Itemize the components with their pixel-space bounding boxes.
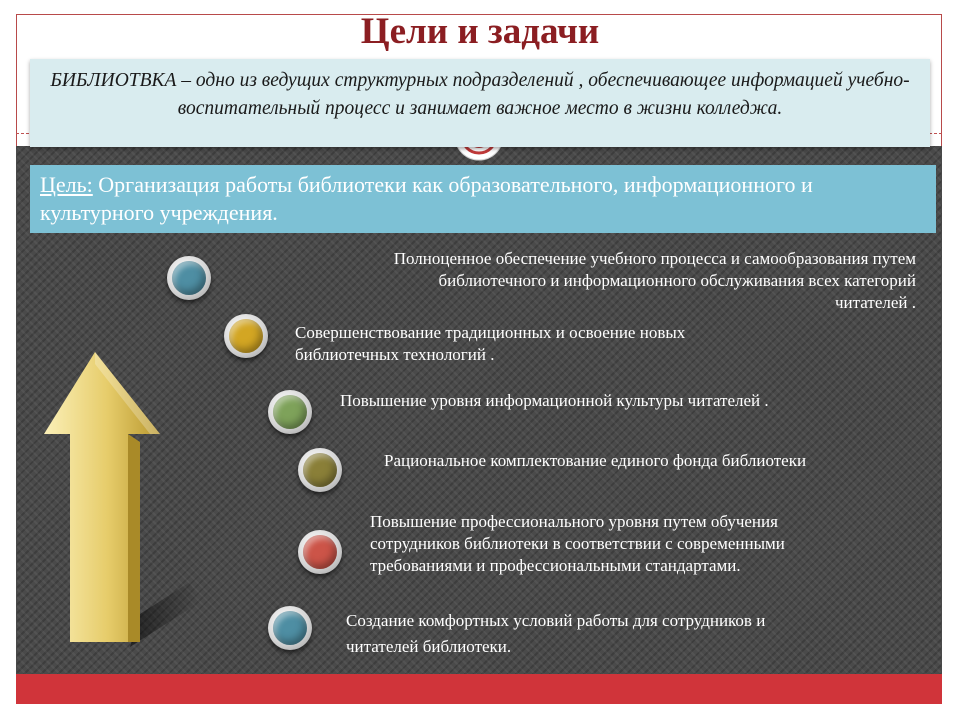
- goal-label: Цель:: [40, 172, 93, 197]
- up-arrow-icon: [30, 352, 200, 652]
- slide-title: Цели и задачи: [360, 11, 600, 52]
- bottom-bar: [16, 674, 942, 704]
- sphere-bullet-icon: [268, 390, 312, 434]
- task-item: Повышение профессионального уровня путем обучения сотрудников библиотеки в соответствии с современными требованиями и профессиональными стандартами.: [370, 512, 785, 575]
- sphere-bullet-icon: [167, 256, 211, 300]
- sphere-bullet-icon: [298, 448, 342, 492]
- goal-text: Организация работы библиотеки как образовательного, информационного и культурного учреждения.: [40, 172, 813, 225]
- task-item: Повышение уровня информационной культуры читателей .: [340, 391, 769, 410]
- task-item: Полноценное обеспечение учебного процесса и самообразования путем библиотечного и информационного обслуживания всех категорий читателей .: [393, 249, 916, 312]
- task-item: Рациональное комплектование единого фонда библиотеки: [384, 451, 807, 470]
- task-item: Совершенствование традиционных и освоение новых библиотечных технологий .: [295, 323, 686, 364]
- intro-text: БИБЛИОТВКА – одно из ведущих структурных подразделений , обеспечивающее информацией учебно-воспитательный процесс и занимает важное место в жизни колледжа.: [30, 59, 930, 147]
- sphere-bullet-icon: [224, 314, 268, 358]
- sphere-bullet-icon: [298, 530, 342, 574]
- goal-box: [30, 165, 936, 233]
- task-item: Создание комфортных условий работы для сотрудников и читателей библиотеки.: [346, 611, 766, 656]
- sphere-bullet-icon: [268, 606, 312, 650]
